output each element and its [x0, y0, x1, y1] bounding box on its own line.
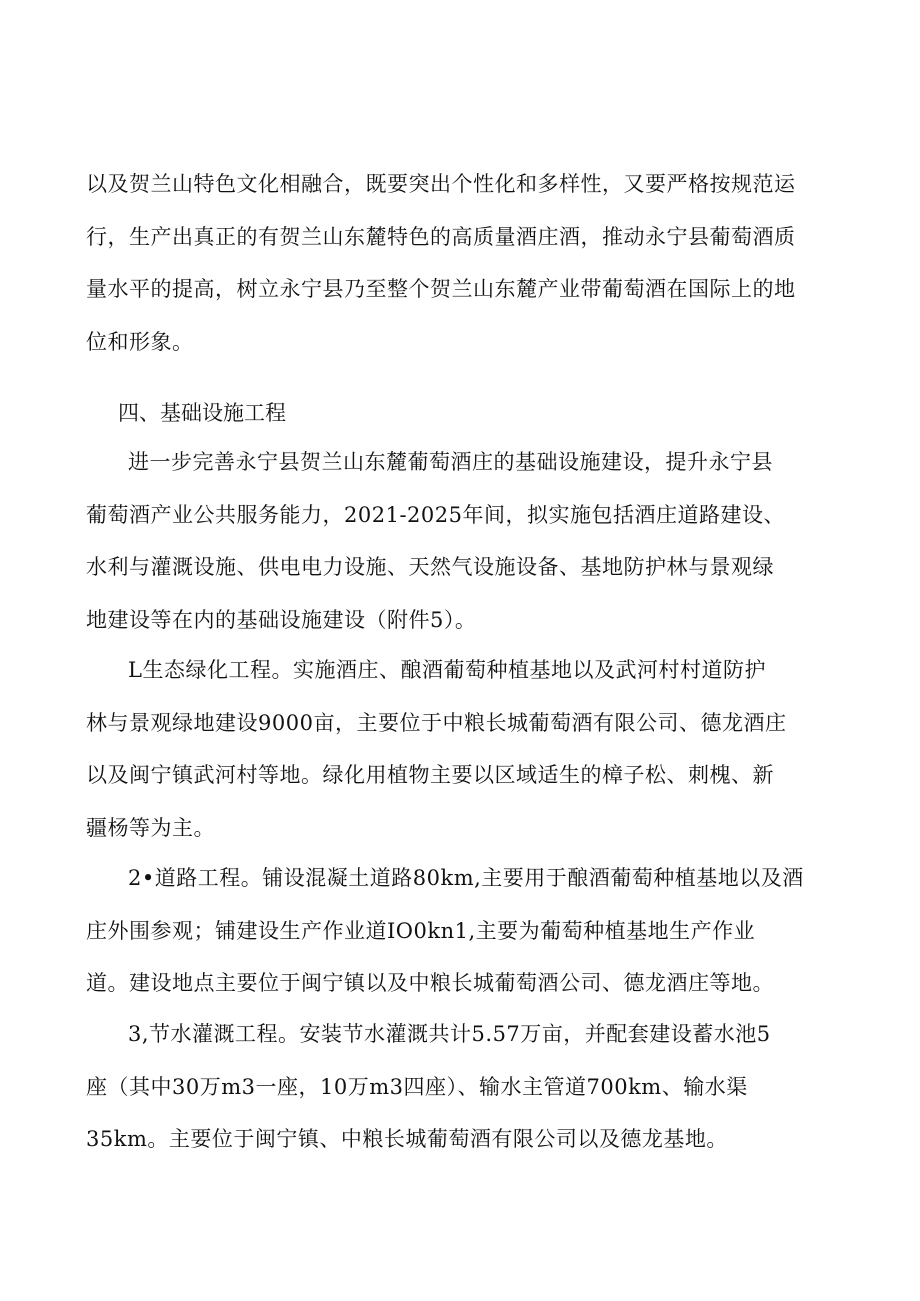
- text-line: 以及贺兰山特色文化相融合，既要突出个性化和多样性，又要严格按规范运: [86, 172, 796, 196]
- item-2-paragraph: [86, 852, 838, 1010]
- text-line: 葡萄酒产业公共服务能力，2021-2025年间，拟实施包括酒庄道路建设、: [86, 502, 785, 527]
- text-line: 庄外围参观；铺建设生产作业道IO0kn1,主要为葡萄种植基地生产作业: [86, 918, 756, 943]
- text-line: 以及闽宁镇武河村等地。绿化用植物主要以区域适生的樟子松、刺槐、新: [86, 763, 774, 787]
- intro-paragraph: [86, 158, 838, 368]
- item-1-paragraph: [86, 644, 838, 854]
- text-line: 水利与灌溉设施、供电电力设施、天然气设施设备、基地防护林与景观绿: [86, 555, 774, 579]
- section-heading: 四、基础设施工程: [118, 401, 286, 425]
- text-line: 地建设等在内的基础设施建设（附件5）。: [86, 607, 477, 632]
- item-3-paragraph: [86, 1008, 838, 1166]
- text-line: 座（其中30万m3一座，10万m3四座）、输水主管道700km、输水渠: [86, 1074, 748, 1099]
- section-intro-paragraph: [86, 436, 838, 646]
- text-line: 林与景观绿地建设9000亩，主要位于中粮长城葡萄酒有限公司、德龙酒庄: [86, 710, 787, 735]
- text-line: L生态绿化工程。实施酒庄、酿酒葡萄种植基地以及武河村村道防护: [128, 658, 766, 682]
- text-line: 3,节水灌溉工程。安装节水灌溉共计5.57万亩，并配套建设蓄水池5: [128, 1022, 771, 1046]
- text-line: 行，生产出真正的有贺兰山东麓特色的高质量酒庄酒，推动永宁县葡萄酒质: [86, 224, 796, 249]
- text-line: 量水平的提高，树立永宁县乃至整个贺兰山东麓产业带葡萄酒在国际上的地: [86, 277, 796, 301]
- text-line: 2•道路工程。铺设混凝土道路80km,主要用于酿酒葡萄种植基地以及酒: [128, 866, 804, 890]
- text-line: 疆杨等为主。: [86, 815, 215, 840]
- text-line: 进一步完善永宁县贺兰山东麓葡萄酒庄的基础设施建设，提升永宁县: [128, 450, 773, 474]
- text-line: 道。建设地点主要位于闽宁镇以及中粮长城葡萄酒公司、德龙酒庄等地。: [86, 971, 774, 995]
- text-line: 35km。主要位于闽宁镇、中粮长城葡萄酒有限公司以及德龙基地。: [86, 1127, 728, 1151]
- text-line: 位和形象。: [86, 329, 194, 354]
